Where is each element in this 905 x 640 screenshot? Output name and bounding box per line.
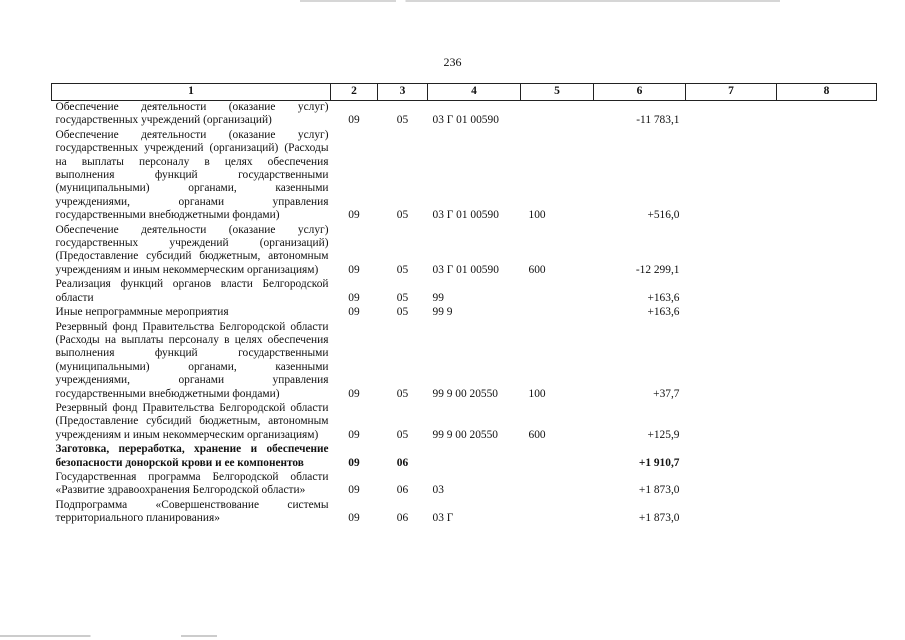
budget-table — [51, 83, 877, 527]
expense-type-code-value: 600 — [528, 428, 546, 441]
empty-cell-col7 — [686, 278, 777, 306]
section-code — [331, 402, 378, 443]
table-row — [52, 129, 877, 224]
subsection-code — [378, 321, 428, 402]
section-code-value: 09 — [348, 263, 360, 276]
target-article-code-value: 03 Г — [432, 512, 454, 525]
amount-change — [594, 443, 686, 471]
amount-change-value: +37,7 — [653, 387, 680, 400]
amount-change-value: +1 873,0 — [638, 512, 680, 525]
scan-edge-bottom — [0, 635, 905, 637]
amount-change — [594, 321, 686, 402]
subsection-code-value: 05 — [396, 428, 409, 441]
table-row — [52, 224, 877, 279]
table-row — [52, 402, 877, 443]
subsection-code-value: 06 — [396, 456, 409, 469]
table-row — [52, 306, 877, 320]
expense-type-code — [521, 471, 594, 499]
target-article-code — [428, 499, 521, 527]
amount-change-value: -12 299,1 — [635, 263, 680, 276]
table-row — [52, 443, 877, 471]
subsection-code — [378, 129, 428, 224]
row-description: Заготовка, переработка, хранение и обеспечение безопасности донорской крови и ее компонентов — [55, 443, 329, 469]
amount-change — [594, 499, 686, 527]
section-code — [331, 471, 378, 499]
page-number: 236 — [443, 55, 462, 69]
column-header: 2 — [331, 84, 378, 101]
empty-cell-col7 — [686, 129, 777, 224]
empty-cell-col7 — [686, 306, 777, 320]
amount-change — [594, 402, 686, 443]
amount-change — [594, 278, 686, 306]
amount-change-value: +1 910,7 — [638, 456, 680, 469]
empty-cell-col7 — [686, 224, 777, 279]
empty-cell-col8 — [777, 443, 877, 471]
empty-cell-col8 — [777, 278, 877, 306]
table-row — [52, 101, 877, 129]
target-article-code — [428, 129, 521, 224]
section-code-value: 09 — [348, 306, 360, 319]
column-header: 5 — [521, 84, 594, 101]
row-description: Иные непрограммные мероприятия — [55, 306, 229, 319]
target-article-code — [428, 321, 521, 402]
empty-cell-col7 — [686, 499, 777, 527]
subsection-code — [378, 471, 428, 499]
amount-change — [594, 129, 686, 224]
section-code-value: 09 — [348, 428, 360, 441]
expense-type-code — [521, 443, 594, 471]
subsection-code — [378, 306, 428, 320]
expense-type-code — [521, 129, 594, 224]
empty-cell-col8 — [777, 499, 877, 527]
empty-cell-col7 — [686, 443, 777, 471]
target-article-code — [428, 278, 521, 306]
section-code — [331, 321, 378, 402]
target-article-code — [428, 402, 521, 443]
empty-cell-col8 — [777, 471, 877, 499]
row-description: Реализация функций органов власти Белгородской области — [55, 278, 329, 304]
target-article-code-value: 03 Г 01 00590 — [432, 209, 499, 222]
row-description: Обеспечение деятельности (оказание услуг) государственных учреждений (организаций) — [55, 101, 329, 127]
expense-type-code — [521, 278, 594, 306]
target-article-code-value: 03 — [432, 484, 444, 497]
amount-change — [594, 224, 686, 279]
amount-change-value: -11 783,1 — [636, 114, 680, 127]
empty-cell-col7 — [686, 321, 777, 402]
empty-cell-col8 — [777, 306, 877, 320]
target-article-code-value: 99 9 00 20550 — [432, 428, 498, 441]
subsection-code — [378, 224, 428, 279]
column-header: 6 — [594, 84, 686, 101]
target-article-code-value: 99 9 00 20550 — [432, 387, 498, 400]
expense-type-code — [521, 306, 594, 320]
table-row — [52, 499, 877, 527]
amount-change — [594, 471, 686, 499]
section-code — [331, 129, 378, 224]
expense-type-code — [521, 499, 594, 527]
subsection-code — [378, 443, 428, 471]
target-article-code-value: 99 — [432, 291, 444, 304]
amount-change-value: +516,0 — [647, 209, 680, 222]
target-article-code — [428, 306, 521, 320]
section-code — [331, 443, 378, 471]
table-row — [52, 278, 877, 306]
column-header: 8 — [777, 84, 877, 101]
column-header: 1 — [52, 84, 331, 101]
amount-change-value: +163,6 — [647, 291, 680, 304]
subsection-code-value: 06 — [396, 484, 409, 497]
subsection-code — [378, 402, 428, 443]
section-code — [331, 499, 378, 527]
section-code — [331, 278, 378, 306]
empty-cell-col7 — [686, 471, 777, 499]
expense-type-code-value: 100 — [528, 387, 546, 400]
table-header-row — [52, 84, 877, 101]
column-header: 3 — [378, 84, 428, 101]
expense-type-code — [521, 321, 594, 402]
section-code-value: 09 — [348, 209, 360, 222]
section-code-value: 09 — [348, 484, 360, 497]
section-code-value: 09 — [348, 456, 360, 469]
section-code — [331, 224, 378, 279]
subsection-code-value: 05 — [396, 263, 409, 276]
section-code-value: 09 — [348, 387, 360, 400]
subsection-code-value: 05 — [396, 387, 409, 400]
section-code-value: 09 — [348, 512, 360, 525]
empty-cell-col7 — [686, 101, 777, 129]
subsection-code — [378, 278, 428, 306]
row-description: Резервный фонд Правительства Белгородской области (Расходы на выплаты персоналу в целях обеспечения выполнения функций государственными (муниципальными) органами, казенными учреждениями, органами управления государственными внебюджетными фондами) — [55, 320, 329, 400]
table-row — [52, 471, 877, 499]
target-article-code-value: 03 Г 01 00590 — [432, 263, 499, 276]
row-description: Резервный фонд Правительства Белгородской области (Предоставление субсидий бюджетным, автономным учреждениям и иным некоммерческим организациям) — [55, 401, 329, 441]
row-description: Подпрограмма «Совершенствование системы территориального планирования» — [55, 498, 329, 525]
empty-cell-col7 — [686, 402, 777, 443]
scan-edge-top — [300, 0, 780, 2]
empty-cell-col8 — [777, 101, 877, 129]
target-article-code — [428, 443, 521, 471]
amount-change-value: +1 873,0 — [638, 484, 680, 497]
table-row — [52, 321, 877, 402]
amount-change — [594, 101, 686, 129]
empty-cell-col8 — [777, 224, 877, 279]
empty-cell-col8 — [777, 129, 877, 224]
target-article-code-value: 03 Г 01 00590 — [432, 114, 499, 127]
column-header: 7 — [686, 84, 777, 101]
row-description: Обеспечение деятельности (оказание услуг) государственных учреждений (организаций) (Предоставление субсидий бюджетным, автономным учреждениям и иным некоммерческим организациям) — [55, 223, 329, 276]
subsection-code — [378, 101, 428, 129]
expense-type-code — [521, 402, 594, 443]
subsection-code-value: 05 — [396, 209, 409, 222]
section-code — [331, 101, 378, 129]
section-code — [331, 306, 378, 320]
subsection-code — [378, 499, 428, 527]
amount-change-value: +163,6 — [647, 306, 680, 319]
expense-type-code — [521, 101, 594, 129]
column-header: 4 — [428, 84, 521, 101]
row-description: Обеспечение деятельности (оказание услуг) государственных учреждений (организаций) (Расходы на выплаты персоналу в целях обеспечения выполнения функций государственными (муниципальными) органами, казенными учреждениями, органами управления государственными внебюджетными фондами) — [55, 128, 329, 222]
amount-change-value: +125,9 — [647, 428, 680, 441]
subsection-code-value: 05 — [396, 114, 409, 127]
section-code-value: 09 — [348, 291, 360, 304]
subsection-code-value: 06 — [396, 512, 409, 525]
target-article-code-value: 99 9 — [432, 306, 453, 319]
target-article-code — [428, 224, 521, 279]
empty-cell-col8 — [777, 402, 877, 443]
section-code-value: 09 — [348, 114, 360, 127]
row-description: Государственная программа Белгородской области «Развитие здравоохранения Белгородской области» — [55, 470, 329, 497]
expense-type-code-value: 600 — [528, 263, 546, 276]
empty-cell-col8 — [777, 321, 877, 402]
subsection-code-value: 05 — [396, 306, 409, 319]
subsection-code-value: 05 — [396, 291, 409, 304]
target-article-code — [428, 471, 521, 499]
amount-change — [594, 306, 686, 320]
expense-type-code — [521, 224, 594, 279]
target-article-code — [428, 101, 521, 129]
expense-type-code-value: 100 — [528, 209, 546, 222]
